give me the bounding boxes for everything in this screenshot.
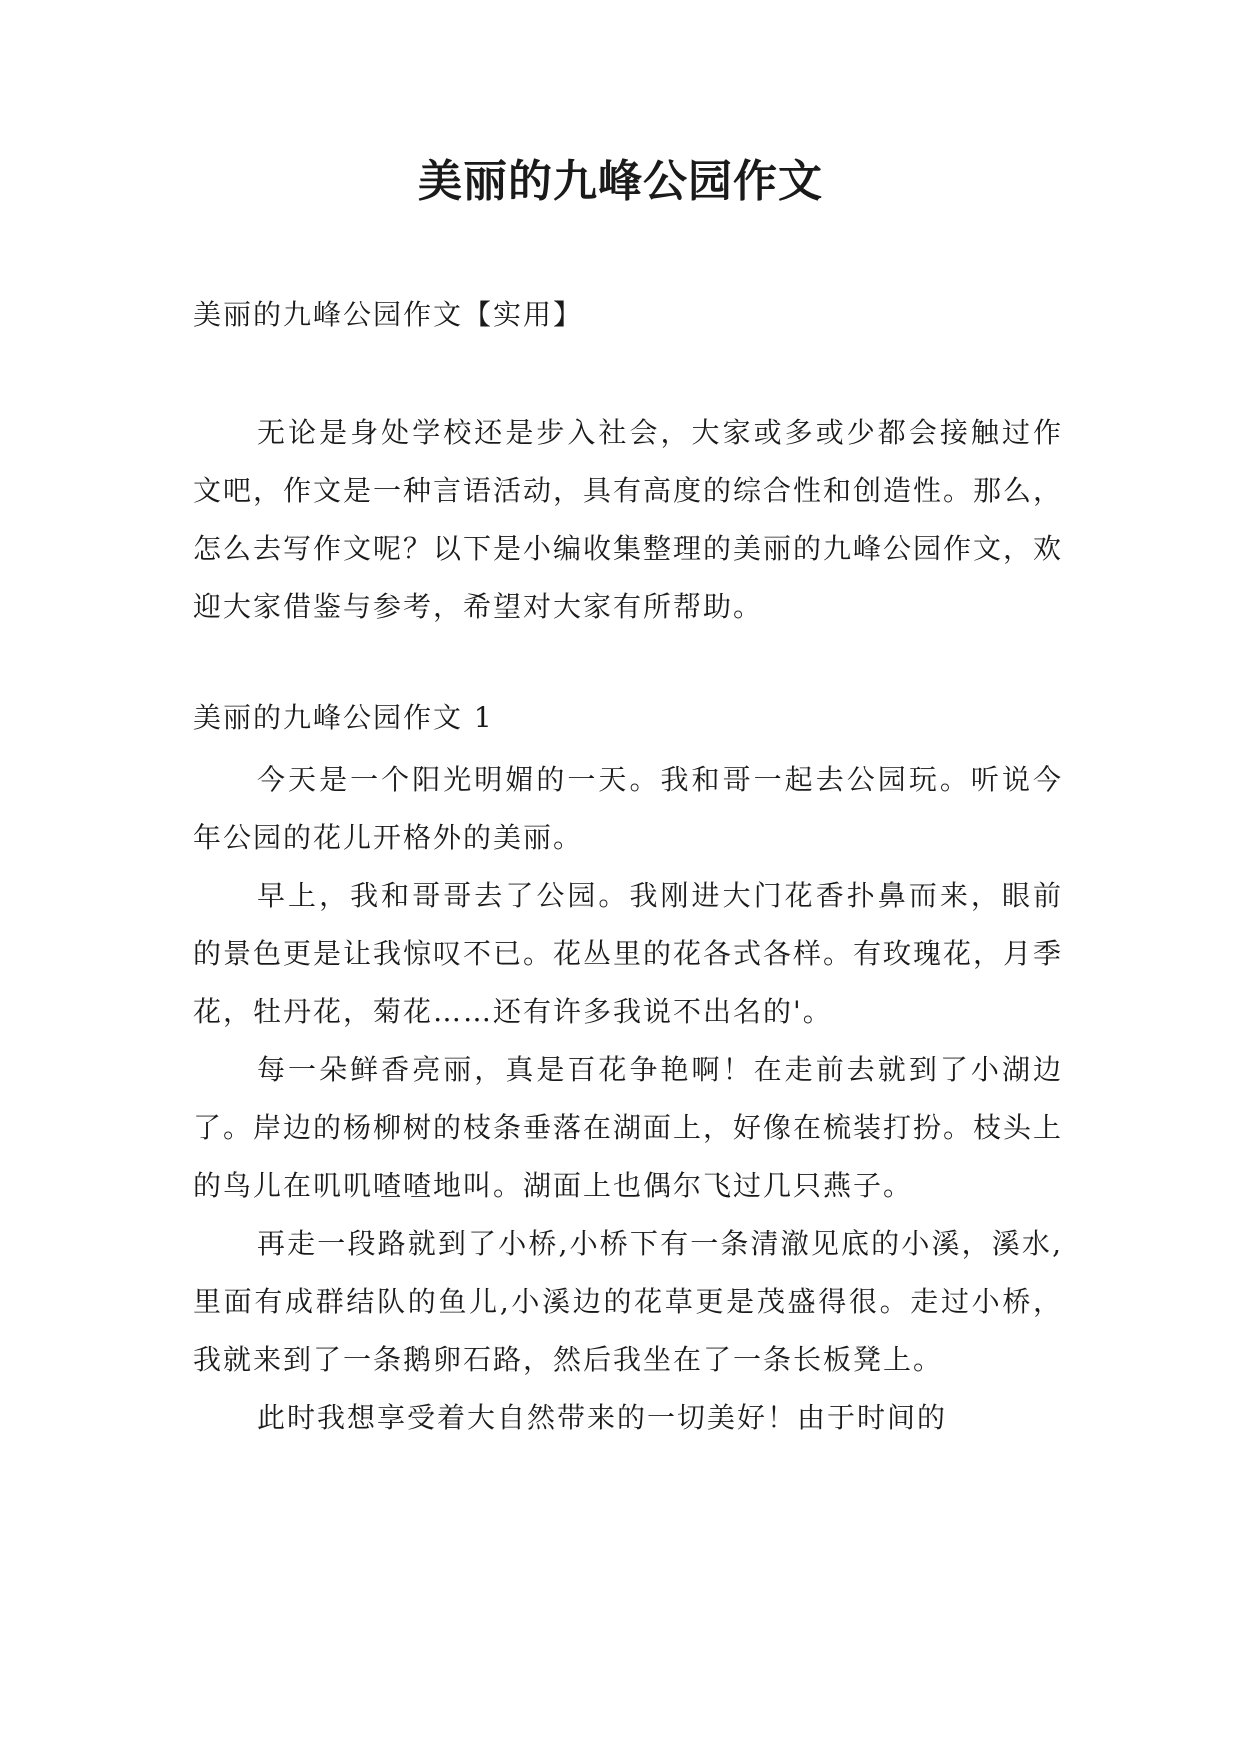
intro-section [193, 404, 1063, 636]
intro-paragraph: 无论是身处学校还是步入社会，大家或多或少都会接触过作文吧，作文是一种言语活动，具有高度的综合性和创造性。那么，怎么去写作文呢？以下是小编收集整理的美丽的九峰公园作文，欢迎大家借鉴与参考，希望对大家有所帮助。 [193, 416, 1064, 623]
essay-heading: 美丽的九峰公园作文 1 [193, 701, 494, 734]
essay-paragraph-4: 再走一段路就到了小桥,小桥下有一条清澈见底的小溪，溪水,里面有成群结队的鱼儿,小溪边的花草更是茂盛得很。走过小桥，我就来到了一条鹅卵石路，然后我坐在了一条长板凳上。 [193, 1227, 1063, 1376]
essay-paragraph-2: 早上，我和哥哥去了公园。我刚进大门花香扑鼻而来，眼前的景色更是让我惊叹不已。花丛里的花各式各样。有玫瑰花，月季花，牡丹花，菊花……还有许多我说不出名的'。 [193, 879, 1064, 1028]
page-title: 美丽的九峰公园作文 [418, 156, 823, 207]
essay-paragraph-5: 此时我想享受着大自然带来的一切美好！由于时间的 [257, 1401, 948, 1434]
document-subtitle: 美丽的九峰公园作文【实用】 [193, 298, 584, 331]
essay-paragraph-3: 每一朵鲜香亮丽，真是百花争艳啊！在走前去就到了小湖边了。岸边的杨柳树的枝条垂落在湖面上，好像在梳装打扮。枝头上的鸟儿在叽叽喳喳地叫。湖面上也偶尔飞过几只燕子。 [193, 1053, 1064, 1202]
essay-paragraph-1: 今天是一个阳光明媚的一天。我和哥一起去公园玩。听说今年公园的花儿开格外的美丽。 [193, 763, 1063, 854]
essay-body [193, 751, 1063, 1447]
